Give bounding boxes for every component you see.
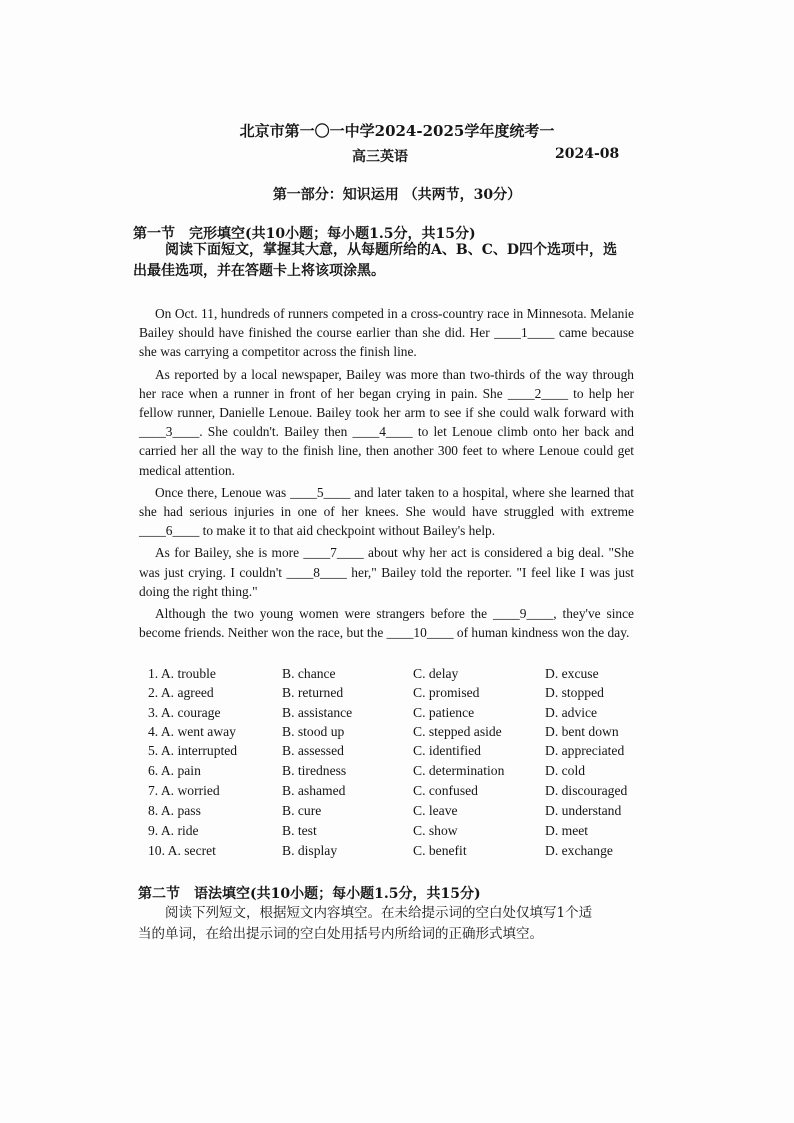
option-b: B. tiredness	[282, 763, 347, 778]
option-a: 7. A. worried	[148, 783, 220, 798]
passage-paragraph: Once there, Lenoue was ____5____ and later taken to a hospital, where she learned that she had serious injuries in one of her knees. She would have struggled with extreme ____6____ to make it to that aid checkpoint without Bailey's help.	[139, 484, 634, 539]
section-one-name: 第一节	[133, 226, 175, 242]
section-two-instruction-line1: 阅读下列短文，根据短文内容填空。在未给提示词的空白处仅填写1个适	[165, 905, 593, 921]
option-c: C. benefit	[413, 843, 467, 858]
exam-title: 北京市第一〇一中学2024-2025学年度统考一	[239, 122, 555, 140]
section-two-title: 语法填空(共10小题；每小题1.5分，共15分)	[194, 886, 481, 902]
option-c: C. promised	[413, 685, 480, 700]
option-b: B. assistance	[282, 705, 353, 720]
option-b: B. returned	[282, 685, 344, 700]
option-d: D. excuse	[545, 666, 599, 681]
option-d: D. understand	[545, 803, 622, 818]
option-a: 2. A. agreed	[148, 685, 214, 700]
cloze-passage	[139, 304, 634, 645]
option-a: 5. A. interrupted	[148, 743, 238, 758]
exam-date: 2024-08	[555, 146, 620, 162]
option-b: B. stood up	[282, 724, 345, 739]
section-one-instruction-line2: 出最佳选项，并在答题卡上将该项涂黑。	[133, 263, 385, 279]
passage-paragraph: As reported by a local newspaper, Bailey was more than two-thirds of the way through her race when a runner in front of her began crying in pain. She ____2____ to help her fellow runner, Danielle Lenoue. Bailey took her arm to see if she could walk forward with ____3____. She couldn't. Bailey then ____4____ to let Lenoue climb onto her back and carried her all the way to the finish line, then another 300 feet to where Lenoue could get medical attention.	[139, 366, 634, 478]
option-a: 3. A. courage	[148, 705, 221, 720]
passage-paragraph: As for Bailey, she is more ____7____ about why her act is considered a big deal. "She was just crying. I couldn't ____8____ her," Bailey told the reporter. "I feel like I was just doing the right thing."	[139, 545, 634, 599]
passage-paragraph: On Oct. 11, hundreds of runners competed in a cross-country race in Minnesota. Melanie Bailey should have finished the course earlier than she did. Her ____1____ came because she was carrying a competitor across the finish line.	[139, 306, 634, 360]
section-two-instruction-line2: 当的单词，在给出提示词的空白处用括号内所给词的正确形式填空。	[138, 926, 543, 942]
option-a: 9. A. ride	[148, 823, 199, 838]
option-b: B. cure	[282, 803, 322, 818]
option-d: D. exchange	[545, 843, 613, 858]
option-c: C. patience	[413, 705, 475, 720]
option-c: C. show	[413, 823, 458, 838]
part-one-title: 第一部分：知识运用 （共两节，30分）	[272, 187, 522, 203]
option-a: 4. A. went away	[148, 724, 236, 739]
subject-title: 高三英语	[352, 149, 408, 165]
option-d: D. cold	[545, 763, 586, 778]
option-b: B. assessed	[282, 743, 344, 758]
option-d: D. appreciated	[545, 743, 625, 758]
section-two-name: 第二节	[138, 886, 180, 902]
section-one-instruction-line1: 阅读下面短文，掌握其大意，从每题所给的A、B、C、D四个选项中，选	[165, 242, 617, 258]
option-d: D. bent down	[545, 724, 619, 739]
section-one-title: 完形填空(共10小题；每小题1.5分，共15分)	[189, 226, 476, 242]
option-a: 1. A. trouble	[148, 666, 216, 681]
option-b: B. ashamed	[282, 783, 346, 798]
option-d: D. discouraged	[545, 783, 628, 798]
option-c: C. determination	[413, 763, 505, 778]
option-c: C. delay	[413, 666, 459, 681]
passage-paragraph: Although the two young women were strangers before the ____9____, they've since become friends. Neither won the race, but the ____10____ of human kindness won the day.	[139, 606, 634, 641]
option-b: B. display	[282, 843, 338, 858]
option-d: D. advice	[545, 705, 598, 720]
option-c: C. leave	[413, 803, 458, 818]
option-c: C. stepped aside	[413, 724, 502, 739]
option-b: B. chance	[282, 666, 336, 681]
option-c: C. identified	[413, 743, 481, 758]
option-a: 8. A. pass	[148, 803, 201, 818]
option-d: D. stopped	[545, 685, 604, 700]
option-b: B. test	[282, 823, 317, 838]
option-d: D. meet	[545, 823, 589, 838]
option-a: 10. A. secret	[148, 843, 216, 858]
option-c: C. confused	[413, 783, 478, 798]
section-two-heading	[138, 883, 481, 903]
option-a: 6. A. pain	[148, 763, 201, 778]
